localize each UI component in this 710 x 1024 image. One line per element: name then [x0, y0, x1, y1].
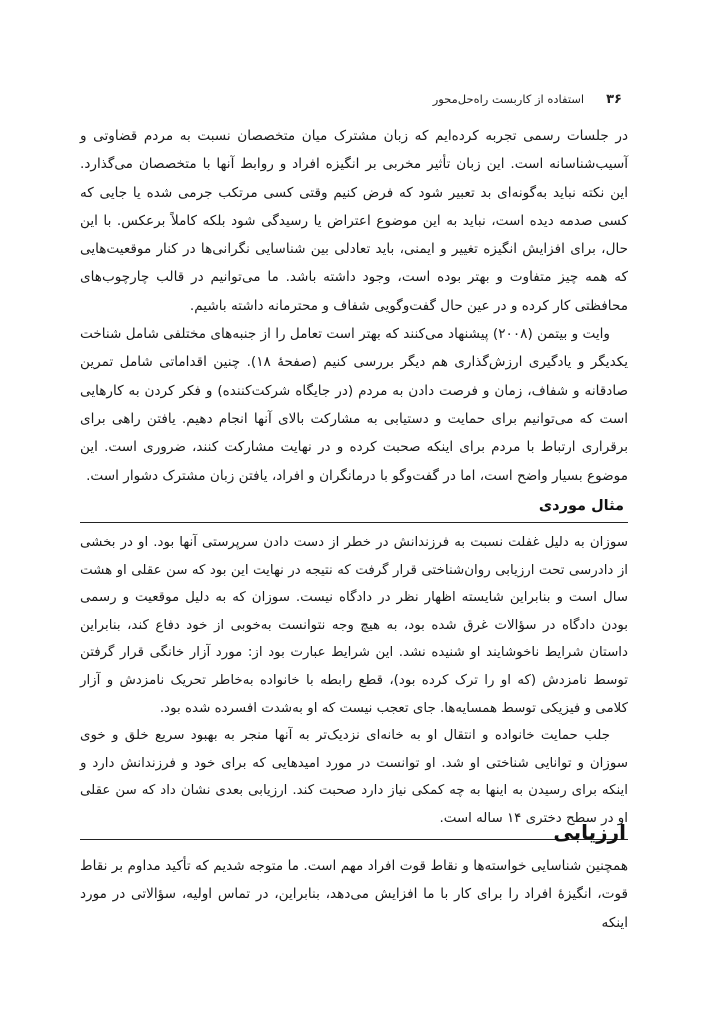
case-paragraph: جلب حمایت خانواده و انتقال او به خانه‌ای نزدیک‌تر به آنها منجر به بهبود سریع خلق و خوی سوزان و توانایی شناختی او شد. او توانست در مورد امیدهایی که برای خود و فرزندانش دارد و اینکه برای رسیدن به اینها به چه کمکی نیاز دارد صحبت کند. ارزیابی بعدی نشان داد که سن عقلی او در سطح دختری ۱۴ ساله است. — [80, 728, 628, 826]
case-paragraph: سوزان به دلیل غفلت نسبت به فرزندانش در خطر از دست دادن سرپرستی آنها بود. او در بخشی از دادرسی تحت ارزیابی روان‌شناختی قرار گرفت که نتیجه در نهایت این بود که سن عقلی او هشت سال است و بنابراین شایسته اظهار نظر در دادگاه نیست. سوزان که به دلیل موقعیت و رسمی بودن دادگاه در سؤالات غرق شده بود، به هیچ وجه نتوانست به‌خوبی از خود دفاع کند، بنابراین داستان شرایط ناخوشایند او شنیده نشد. این شرایط عبارت بود از: مورد آزار خانگی قرار گرفتن توسط نامزدش (که او را ترک کرده بود)، قطع رابطه با خانواده به‌خاطر تحریک نامزدش و آزار کلامی و فیزیکی توسط همسایه‌ها. جای تعجب نیست که او به‌شدت افسرده شده بود. — [80, 535, 628, 716]
intro-text — [80, 122, 628, 490]
running-title: استفاده از کاربست راه‌حل‌محور — [432, 92, 585, 106]
section-heading: ارزیابی — [553, 820, 626, 844]
paragraph: در جلسات رسمی تجربه کرده‌ایم که زبان مشترک میان متخصصان نسبت به مردم قضاوتی و آسیب‌شناسانه است. این زبان تأثیر مخربی بر انگیزه افراد و روابط آنها با متخصصان می‌گذارد. این نکته نباید به‌گونه‌ای بد تعبیر شود که فرض کنیم وقتی کسی مرتکب جرمی شده یا جایی که کسی صدمه دیده است، نباید به این موضوع اعتراض یا رسیدگی شود بلکه کاملاً برعکس. با این حال، برای افزایش انگیزه تغییر و ایمنی، باید تعادلی بین شناسایی نگرانی‌ها در کنار موقعیت‌هایی که همه چیز متفاوت و بهتر بوده است، وجود داشته باشد. ما می‌توانیم در قالب چارچوب‌های محافظتی کار کرده و در عین حال گفت‌وگویی شفاف و محترمانه داشته باشیم. — [80, 128, 628, 314]
running-header — [433, 92, 622, 107]
paragraph: همچنین شناسایی خواسته‌ها و نقاط قوت افراد مهم است. ما متوجه شدیم که تأکید مداوم بر نقاط قوت، انگیزهٔ افراد را برای کار با ما افزایش می‌دهد، بنابراین، در تماس اولیه، سؤالاتی در مورد اینکه — [80, 858, 628, 931]
case-study-heading: مثال موردی — [538, 498, 624, 514]
paragraph: وایت و بیتمن (۲۰۰۸) پیشنهاد می‌کنند که بهتر است تعامل را از جنبه‌های مختلفی شامل شناخت یکدیگر و یادگیری ارزش‌گذاری هم دیگر بررسی کنیم (صفحهٔ ۱۸). چنین اقداماتی شامل تمرین صادقانه و شفاف، زمان و فرصت دادن به مردم (در جایگاه شرکت‌کننده) و فکر کردن به کارهایی است که می‌توانیم برای حمایت و دستیابی به مشارکت بالای آنها انجام دهیم. یافتن راهی برای برقراری ارتباط با مردم برای اینکه صحبت کرده و در نهایت مشارکت کنند، ضروری است. این موضوع بسیار واضح است، اما در گفت‌وگو با درمانگران و افراد، یافتن زبان مشترک دشوار است. — [80, 326, 628, 484]
case-study-box — [80, 522, 628, 840]
page-number: ۳۶ — [606, 92, 622, 107]
assessment-text — [80, 852, 628, 937]
